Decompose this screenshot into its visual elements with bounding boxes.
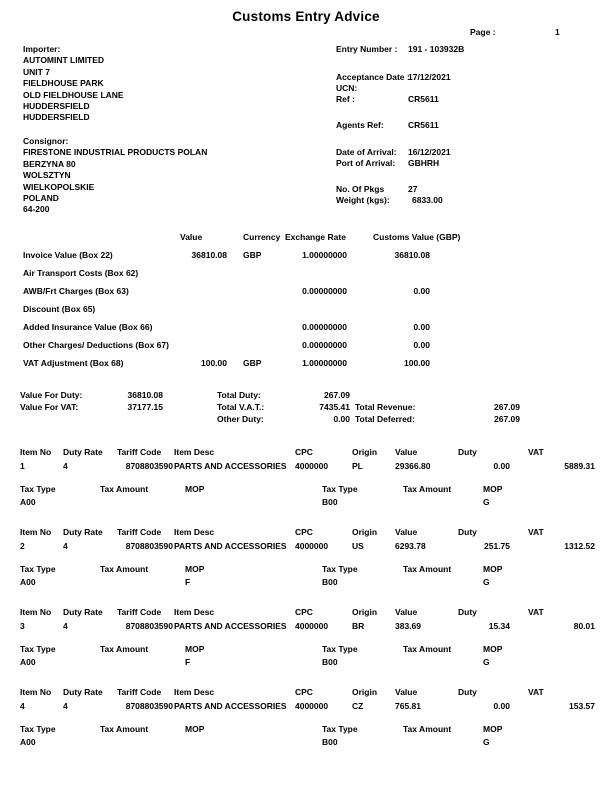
charge-exchange-rate: 1.00000000 [302, 250, 347, 260]
importer-line: AUTOMINT LIMITED [23, 55, 105, 66]
charges-header-value: Value [180, 232, 203, 242]
item-header-item-desc: Item Desc [174, 607, 215, 617]
tax-header-amount: Tax Amount [100, 724, 149, 734]
tax-row [0, 737, 612, 748]
item-header-origin: Origin [352, 607, 378, 617]
tax-mop: G [483, 657, 490, 667]
charge-label: VAT Adjustment (Box 68) [23, 358, 124, 368]
item-vat: 80.01 [573, 621, 595, 631]
weight-value: 6833.00 [412, 195, 443, 205]
value-for-duty-label: Value For Duty: [20, 390, 83, 400]
tax-type: A00 [20, 737, 36, 747]
charge-label: AWB/Frt Charges (Box 63) [23, 286, 129, 296]
item-header-duty-rate: Duty Rate [63, 527, 103, 537]
item-duty-rate: 4 [63, 621, 68, 631]
item-no: 2 [20, 541, 25, 551]
consignor-line: 64-200 [23, 204, 50, 215]
importer-line: UNIT 7 [23, 66, 50, 77]
charges-header-customs-value: Customs Value (GBP) [373, 232, 461, 242]
tax-header-amount: Tax Amount [100, 564, 149, 574]
item-block-2 [0, 527, 612, 589]
agents-ref-label: Agents Ref: [336, 120, 384, 130]
item-header-value: Value [395, 447, 418, 457]
tax-header-mop: MOP [483, 724, 503, 734]
item-row [0, 461, 612, 472]
item-block-4 [0, 687, 612, 749]
item-header-value: Value [395, 527, 418, 537]
ref-value: CR5611 [408, 94, 439, 104]
item-block-3 [0, 607, 612, 669]
charge-exchange-rate: 0.00000000 [302, 340, 347, 350]
item-row [0, 541, 612, 552]
item-header-item-desc: Item Desc [174, 687, 215, 697]
item-header-tariff-code: Tariff Code [117, 607, 162, 617]
tax-header-type: Tax Type [20, 564, 56, 574]
item-row [0, 701, 612, 712]
charges-header-currency: Currency [243, 232, 281, 242]
item-header-item-no: Item No [20, 447, 52, 457]
item-duty: 15.34 [488, 621, 510, 631]
item-tariff-code: 8708803590 [125, 701, 173, 711]
charge-customs-value: 0.00 [413, 322, 430, 332]
tax-header-type: Tax Type [322, 564, 358, 574]
charges-row-awb-frt [0, 286, 612, 297]
tax-header-mop: MOP [185, 564, 205, 574]
total-vat-value: 7435.41 [319, 402, 350, 412]
charge-exchange-rate: 0.00000000 [302, 286, 347, 296]
item-tariff-code: 8708803590 [125, 541, 173, 551]
charge-label: Discount (Box 65) [23, 304, 96, 314]
tax-type: A00 [20, 497, 36, 507]
charges-row-other-charges [0, 340, 612, 351]
item-header-tariff-code: Tariff Code [117, 527, 162, 537]
item-header-cpc: CPC [295, 527, 313, 537]
port-of-arrival-value: GBHRH [408, 158, 440, 168]
importer-line: FIELDHOUSE PARK [23, 78, 104, 89]
total-deferred-value: 267.09 [494, 414, 520, 424]
item-duty: 0.00 [493, 701, 510, 711]
item-tariff-code: 8708803590 [125, 461, 173, 471]
charge-customs-value: 0.00 [413, 286, 430, 296]
value-for-vat-value: 37177.15 [127, 402, 163, 412]
other-duty-label: Other Duty: [217, 414, 264, 424]
item-header-vat: VAT [528, 527, 544, 537]
item-header-tariff-code: Tariff Code [117, 447, 162, 457]
charges-header-row [0, 232, 612, 243]
item-vat: 153.57 [569, 701, 595, 711]
importer-label: Importer: [23, 44, 61, 54]
item-header-tariff-code: Tariff Code [117, 687, 162, 697]
tax-row [0, 497, 612, 508]
item-header-duty-rate: Duty Rate [63, 687, 103, 697]
charges-row-added-insurance [0, 322, 612, 333]
charge-customs-value: 100.00 [404, 358, 430, 368]
charges-row-invoice-value [0, 250, 612, 261]
tax-type: A00 [20, 657, 36, 667]
tax-header-amount: Tax Amount [100, 644, 149, 654]
tax-header-mop: MOP [185, 484, 205, 494]
tax-type: B00 [322, 577, 338, 587]
item-duty: 251.75 [484, 541, 510, 551]
tax-type: B00 [322, 497, 338, 507]
item-header-cpc: CPC [295, 687, 313, 697]
item-origin: BR [352, 621, 365, 631]
item-origin: US [352, 541, 364, 551]
date-of-arrival-value: 16/12/2021 [408, 147, 451, 157]
item-header-item-no: Item No [20, 607, 52, 617]
value-for-duty-value: 36810.08 [127, 390, 163, 400]
item-cpc: 4000000 [295, 541, 329, 551]
tax-header-amount: Tax Amount [403, 724, 452, 734]
item-header-duty-rate: Duty Rate [63, 607, 103, 617]
item-header-duty: Duty [458, 527, 477, 537]
consignor-line: WOLSZTYN [23, 170, 71, 181]
tax-header-type: Tax Type [20, 644, 56, 654]
consignor-label: Consignor: [23, 136, 69, 146]
document-title: Customs Entry Advice [232, 9, 380, 24]
tax-mop: G [483, 737, 490, 747]
item-duty: 0.00 [493, 461, 510, 471]
item-duty-rate: 4 [63, 461, 68, 471]
charge-exchange-rate: 0.00000000 [302, 322, 347, 332]
item-header-cpc: CPC [295, 607, 313, 617]
consignor-line: FIRESTONE INDUSTRIAL PRODUCTS POLAN [23, 147, 208, 158]
tax-header-amount: Tax Amount [403, 564, 452, 574]
charge-exchange-rate: 1.00000000 [302, 358, 347, 368]
tax-row [0, 657, 612, 668]
charge-label: Added Insurance Value (Box 66) [23, 322, 153, 332]
item-cpc: 4000000 [295, 621, 329, 631]
item-header-cpc: CPC [295, 447, 313, 457]
port-of-arrival-label: Port of Arrival: [336, 158, 396, 168]
item-header-vat: VAT [528, 447, 544, 457]
consignor-line: BERZYNA 80 [23, 158, 76, 169]
item-header-value: Value [395, 607, 418, 617]
charge-currency: GBP [243, 358, 262, 368]
item-no: 3 [20, 621, 25, 631]
tax-header-type: Tax Type [20, 724, 56, 734]
item-header-item-desc: Item Desc [174, 527, 215, 537]
total-duty-label: Total Duty: [217, 390, 261, 400]
tax-header-amount: Tax Amount [403, 484, 452, 494]
tax-header-type: Tax Type [322, 484, 358, 494]
tax-header-mop: MOP [483, 484, 503, 494]
charge-value: 100.00 [201, 358, 227, 368]
item-value: 6293.78 [395, 541, 426, 551]
item-header-value: Value [395, 687, 418, 697]
value-for-vat-label: Value For VAT: [20, 402, 79, 412]
date-of-arrival-label: Date of Arrival: [336, 147, 397, 157]
charge-label: Other Charges/ Deductions (Box 67) [23, 340, 169, 350]
entry-number-value: 191 - 103932B [408, 44, 465, 54]
charges-header-exchange-rate: Exchange Rate [285, 232, 346, 242]
no-of-pkgs-value: 27 [408, 184, 418, 194]
item-header-vat: VAT [528, 607, 544, 617]
charge-label: Air Transport Costs (Box 62) [23, 268, 139, 278]
tax-header-type: Tax Type [322, 644, 358, 654]
tax-row [0, 577, 612, 588]
item-no: 1 [20, 461, 25, 471]
ucn-label: UCN: [336, 83, 358, 93]
item-header-item-no: Item No [20, 527, 52, 537]
item-origin: PL [352, 461, 363, 471]
tax-header-mop: MOP [483, 644, 503, 654]
tax-mop: F [185, 577, 191, 587]
acceptance-date-label: Acceptance Date : [336, 72, 410, 82]
total-revenue-label: Total Revenue: [355, 402, 416, 412]
item-row [0, 621, 612, 632]
item-header-duty: Duty [458, 447, 477, 457]
item-duty-rate: 4 [63, 701, 68, 711]
charges-row-air-transport [0, 268, 612, 279]
item-desc: PARTS AND ACCESSORIES [174, 621, 287, 631]
tax-mop: G [483, 497, 490, 507]
item-header-vat: VAT [528, 687, 544, 697]
charge-currency: GBP [243, 250, 262, 260]
item-cpc: 4000000 [295, 461, 329, 471]
item-header-item-no: Item No [20, 687, 52, 697]
page-number: 1 [555, 27, 560, 37]
no-of-pkgs-label: No. Of Pkgs [336, 184, 385, 194]
item-header-origin: Origin [352, 527, 378, 537]
tax-header-mop: MOP [483, 564, 503, 574]
charge-label: Invoice Value (Box 22) [23, 250, 113, 260]
item-value: 765.81 [395, 701, 421, 711]
tax-header-amount: Tax Amount [403, 644, 452, 654]
page-label: Page : [470, 27, 496, 37]
weight-label: Weight (kgs): [336, 195, 390, 205]
total-revenue-value: 267.09 [494, 402, 520, 412]
item-desc: PARTS AND ACCESSORIES [174, 541, 287, 551]
tax-header-type: Tax Type [322, 724, 358, 734]
importer-line: OLD FIELDHOUSE LANE [23, 89, 124, 100]
total-deferred-label: Total Deferred: [355, 414, 415, 424]
entry-number-label: Entry Number : [336, 44, 398, 54]
charge-customs-value: 36810.08 [394, 250, 430, 260]
item-header-item-desc: Item Desc [174, 447, 215, 457]
consignor-line: WIELKOPOLSKIE [23, 181, 95, 192]
agents-ref-value: CR5611 [408, 120, 439, 130]
item-vat: 5889.31 [564, 461, 595, 471]
acceptance-date-value: 17/12/2021 [408, 72, 451, 82]
charges-row-vat-adjustment [0, 358, 612, 369]
item-header-origin: Origin [352, 687, 378, 697]
item-header-duty: Duty [458, 687, 477, 697]
tax-header-amount: Tax Amount [100, 484, 149, 494]
ref-label: Ref : [336, 94, 355, 104]
tax-header-mop: MOP [185, 724, 205, 734]
tax-mop: G [483, 577, 490, 587]
item-no: 4 [20, 701, 25, 711]
charge-value: 36810.08 [191, 250, 227, 260]
summary-row-1 [0, 390, 612, 401]
importer-line: HUDDERSFIELD [23, 101, 90, 112]
importer-line: HUDDERSFIELD [23, 112, 90, 123]
item-header-duty-rate: Duty Rate [63, 447, 103, 457]
tax-type: A00 [20, 577, 36, 587]
total-duty-value: 267.09 [324, 390, 350, 400]
other-duty-value: 0.00 [333, 414, 350, 424]
item-value: 383.69 [395, 621, 421, 631]
tax-type: B00 [322, 657, 338, 667]
charge-customs-value: 0.00 [413, 340, 430, 350]
item-block-1 [0, 447, 612, 509]
summary-row-2 [0, 402, 612, 413]
tax-mop: F [185, 657, 191, 667]
item-value: 29366.80 [395, 461, 431, 471]
item-vat: 1312.52 [564, 541, 595, 551]
item-cpc: 4000000 [295, 701, 329, 711]
item-tariff-code: 8708803590 [125, 621, 173, 631]
item-desc: PARTS AND ACCESSORIES [174, 701, 287, 711]
summary-row-3 [0, 414, 612, 425]
item-origin: CZ [352, 701, 364, 711]
tax-type: B00 [322, 737, 338, 747]
tax-header-type: Tax Type [20, 484, 56, 494]
consignor-line: POLAND [23, 193, 59, 204]
item-header-origin: Origin [352, 447, 378, 457]
item-duty-rate: 4 [63, 541, 68, 551]
item-header-duty: Duty [458, 607, 477, 617]
total-vat-label: Total V.A.T.: [217, 402, 265, 412]
tax-header-mop: MOP [185, 644, 205, 654]
item-desc: PARTS AND ACCESSORIES [174, 461, 287, 471]
charges-row-discount [0, 304, 612, 315]
